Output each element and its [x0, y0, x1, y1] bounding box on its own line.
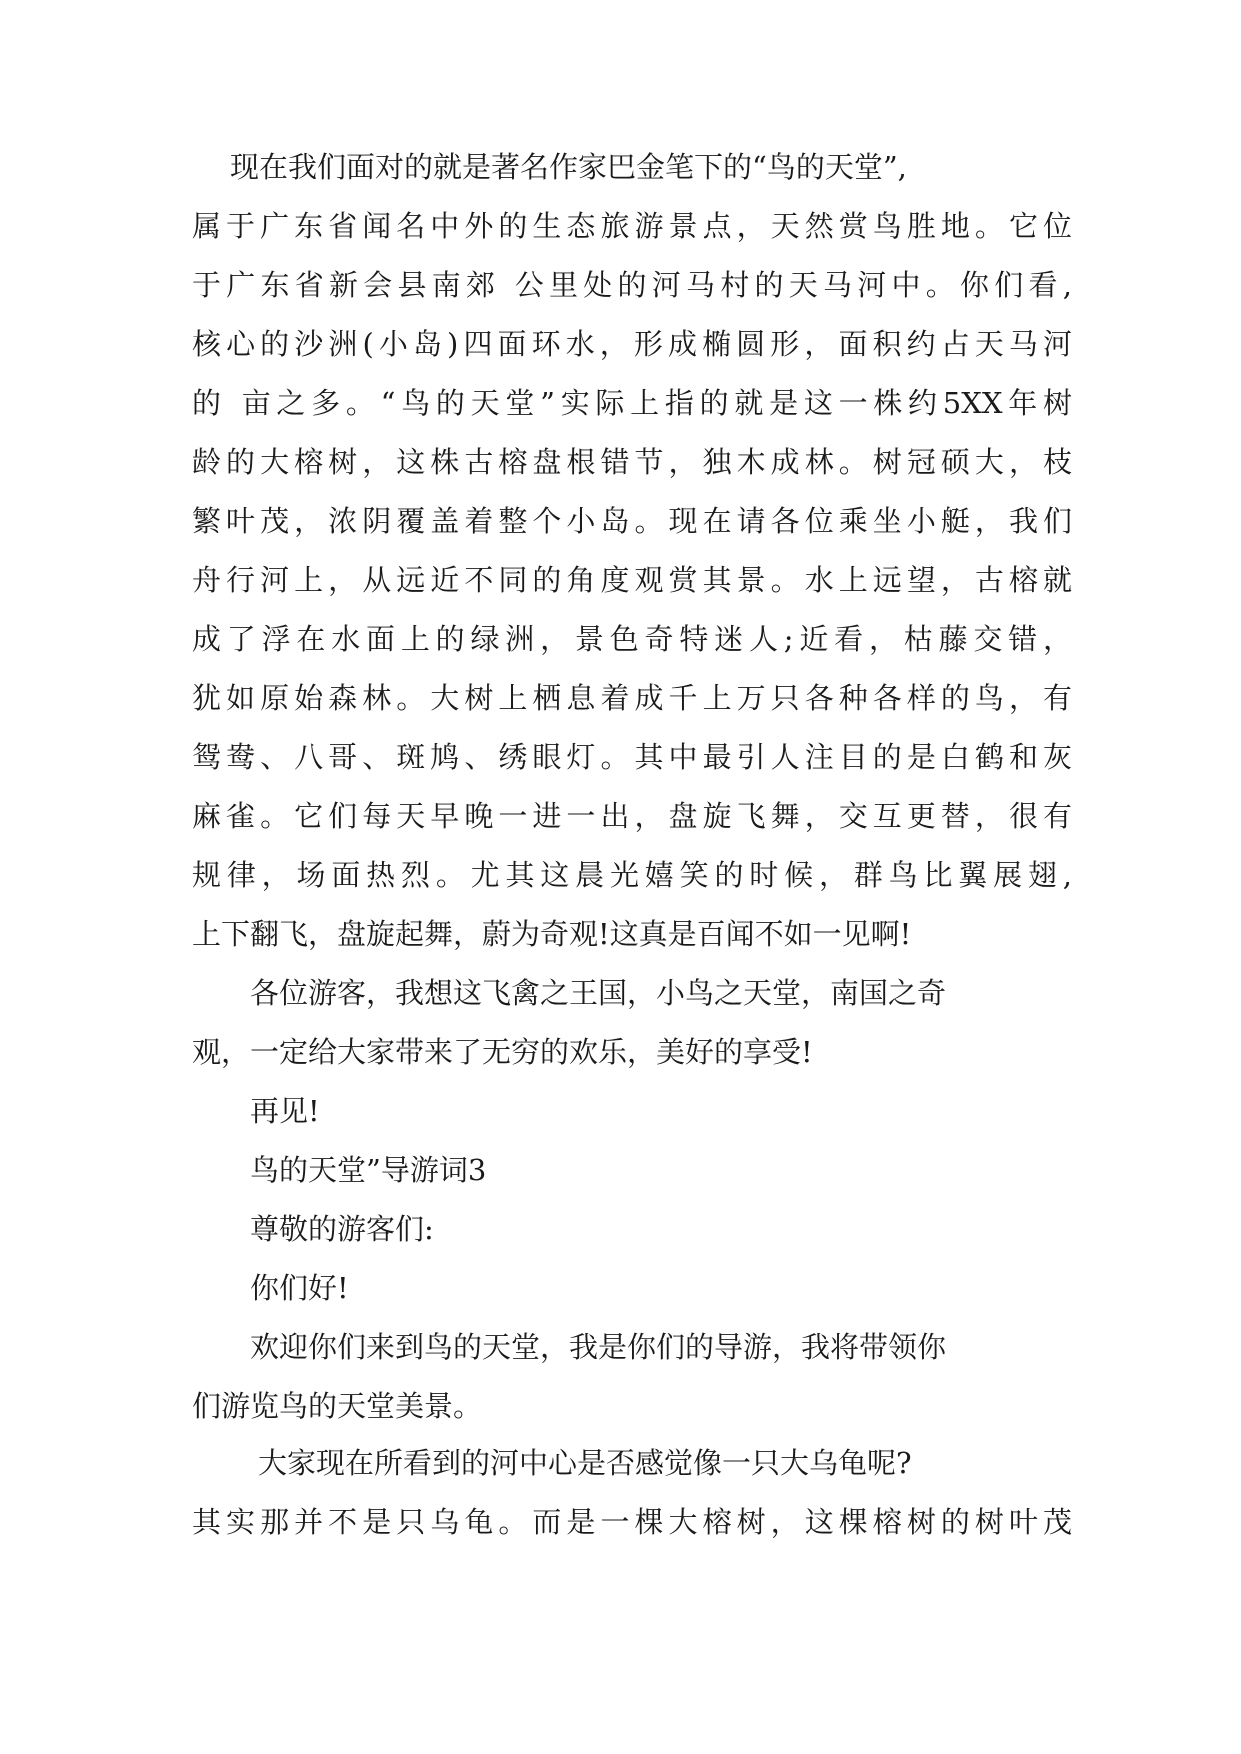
- greeting-line: 你们好!: [250, 1271, 349, 1305]
- paragraph-line: 龄的大榕树，这株古榕盘根错节，独木成林。树冠硕大，枝: [192, 445, 1072, 479]
- paragraph-line: 观，一定给大家带来了无穷的欢乐，美好的享受!: [192, 1035, 813, 1069]
- paragraph-line: 鸳鸯、八哥、斑鸠、绣眼灯。其中最引人注目的是白鹤和灰: [192, 740, 1072, 774]
- paragraph-line: 各位游客，我想这飞禽之王国，小鸟之天堂，南国之奇: [250, 976, 947, 1010]
- paragraph-line: 核心的沙洲(小岛)四面环水，形成椭圆形，面积约占天马河: [192, 327, 1072, 361]
- paragraph-line: 麻雀。它们每天早晚一进一出，盘旋飞舞，交互更替，很有: [192, 799, 1072, 833]
- paragraph-line: 规律，场面热烈。尤其这晨光嬉笑的时候，群鸟比翼展翅,: [192, 858, 1072, 892]
- paragraph-line: 繁叶茂，浓阴覆盖着整个小岛。现在请各位乘坐小艇，我们: [192, 504, 1072, 538]
- paragraph-line: 于广东省新会县南郊 公里处的河马村的天马河中。你们看,: [192, 268, 1072, 302]
- greeting-line: 尊敬的游客们:: [250, 1212, 434, 1246]
- paragraph-line: 舟行河上，从远近不同的角度观赏其景。水上远望，古榕就: [192, 563, 1072, 597]
- paragraph-line: 犹如原始森林。大树上栖息着成千上万只各种各样的鸟，有: [192, 681, 1072, 715]
- closing-line: 再见!: [250, 1094, 320, 1128]
- paragraph-line: 上下翻飞，盘旋起舞，蔚为奇观!这真是百闻不如一见啊!: [192, 917, 912, 951]
- paragraph-line: 现在我们面对的就是著名作家巴金笔下的“鸟的天堂”,: [230, 150, 907, 184]
- text-section-1: [192, 138, 1072, 1436]
- paragraph-line: 属于广东省闻名中外的生态旅游景点，天然赏鸟胜地。它位: [192, 209, 1072, 243]
- text-section-2: [192, 1434, 1072, 1552]
- section-heading: 鸟的天堂”导游词3: [250, 1153, 487, 1187]
- paragraph-line: 其实那并不是只乌龟。而是一棵大榕树，这棵榕树的树叶茂: [192, 1505, 1072, 1539]
- paragraph-line: 们游览鸟的天堂美景。: [192, 1389, 483, 1423]
- paragraph-line: 的 亩之多。“鸟的天堂”实际上指的就是这一株约5XX年树: [192, 386, 1072, 420]
- paragraph-line: 大家现在所看到的河中心是否感觉像一只大乌龟呢?: [258, 1446, 912, 1480]
- paragraph-line: 成了浮在水面上的绿洲，景色奇特迷人;近看，枯藤交错，: [192, 622, 1072, 656]
- paragraph-line: 欢迎你们来到鸟的天堂，我是你们的导游，我将带领你: [250, 1330, 947, 1364]
